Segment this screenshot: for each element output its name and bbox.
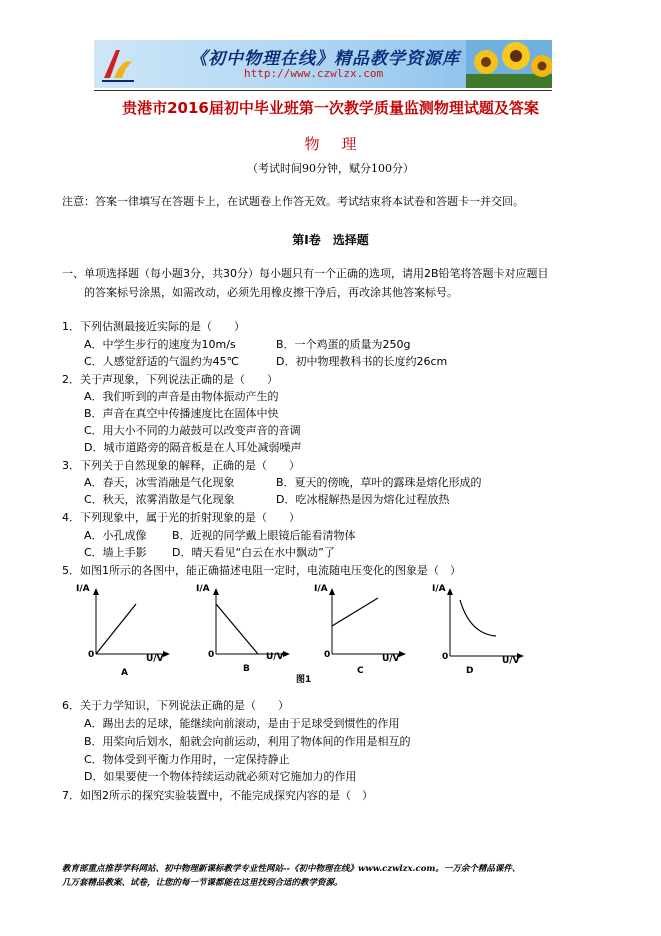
- page-title: 贵港市2016届初中毕业班第一次教学质量监测物理试题及答案: [122, 99, 539, 117]
- graph-b-origin: 0: [208, 650, 215, 660]
- question-3-option-b: B．夏天的傍晚，草叶的露珠是熔化形成的: [276, 476, 482, 489]
- graph-c-label: C: [357, 666, 364, 676]
- question-2-stem: 2．关于声现象，下列说法正确的是（ ）: [62, 373, 278, 386]
- graph-a: [76, 584, 176, 680]
- question-6-stem: 6．关于力学知识，下列说法正确的是（ ）: [62, 699, 289, 712]
- question-4-option-d: D．晴天看见“白云在水中飘动”了: [172, 546, 335, 559]
- question-2-option-b: B．声音在真空中传播速度比在固体中快: [84, 407, 279, 420]
- question-4-option-c: C．墙上手影: [84, 546, 147, 559]
- graph-a-x-label: U/V: [146, 654, 164, 664]
- graph-c: [312, 584, 412, 680]
- page-footer: [62, 862, 607, 890]
- question-4-option-b: B．近视的同学戴上眼镜后能看清物体: [172, 529, 356, 542]
- question-2-option-c: C．用大小不同的力敲鼓可以改变声音的音调: [84, 424, 301, 437]
- graph-b-y-label: I/A: [196, 584, 210, 594]
- banner-url[interactable]: http://www.czwlzx.com: [244, 67, 384, 80]
- graph-c-origin: 0: [324, 650, 331, 660]
- instructions-line-1: 一、单项选择题（每小题3分，共30分）每小题只有一个正确的选项，请用2B铅笔将答题卡对应题目: [62, 267, 549, 280]
- graph-a-label: A: [121, 668, 128, 678]
- question-3-option-d: D．吃冰棍解热是因为熔化过程放热: [276, 493, 450, 506]
- question-4-option-a: A．小孔成像: [84, 529, 147, 542]
- question-3-option-c: C．秋天，浓雾消散是气化现象: [84, 493, 235, 506]
- question-1-stem: 1．下列估测最接近实际的是（ ）: [62, 320, 245, 333]
- graph-d-label: D: [466, 666, 474, 676]
- question-6-option-c: C．物体受到平衡力作用时，一定保持静止: [84, 753, 290, 766]
- subject-title: 物理: [304, 135, 379, 153]
- graph-a-y-label: I/A: [76, 584, 90, 594]
- header-rule: [94, 90, 552, 91]
- question-6-option-d: D．如果要使一个物体持续运动就必须对它施加力的作用: [84, 770, 357, 783]
- footer-line-2: 几万套精品教案、试卷，让您的每一节课都能在这里找到合适的教学资源。: [62, 878, 343, 888]
- section-title: 第Ⅰ卷 选择题: [292, 233, 369, 247]
- graph-d-y-label: I/A: [432, 584, 446, 594]
- graph-b: [196, 584, 296, 680]
- banner-title: 《初中物理在线》精品教学资源库: [190, 49, 460, 69]
- instructions-line-2: 的答案标号涂黑，如需改动，必须先用橡皮擦干净后，再改涂其他答案标号。: [84, 286, 458, 299]
- question-2-option-d: D．城市道路旁的隔音板是在人耳处减弱噪声: [84, 441, 302, 454]
- question-6-option-a: A．踢出去的足球，能继续向前滚动，是由于足球受到惯性的作用: [84, 717, 400, 730]
- site-logo-icon: [98, 44, 138, 84]
- graph-d: [430, 584, 530, 680]
- graph-d-origin: 0: [442, 652, 449, 662]
- question-6-option-b: B．用桨向后划水，船就会向前运动，利用了物体间的作用是相互的: [84, 735, 411, 748]
- question-7-stem: 7．如图2所示的探究实验装置中，不能完成探究内容的是（ ）: [62, 789, 373, 802]
- notice-text: 注意：答案一律填写在答题卡上，在试题卷上作答无效。考试结束将本试卷和答题卡一并交回。: [62, 195, 524, 208]
- graph-c-y-label: I/A: [314, 584, 328, 594]
- graph-b-label: B: [243, 664, 250, 674]
- graph-a-svg: [76, 584, 176, 680]
- exam-info: （考试时间90分钟，赋分100分）: [247, 162, 414, 175]
- graph-d-x-label: U/V: [502, 656, 520, 666]
- question-3-stem: 3．下列关于自然现象的解释，正确的是（ ）: [62, 459, 300, 472]
- question-4-stem: 4．下列现象中，属于光的折射现象的是（ ）: [62, 511, 300, 524]
- question-3-option-a: A．春天，冰雪消融是气化现象: [84, 476, 235, 489]
- sunflower-image: [466, 40, 552, 88]
- header-banner: [94, 40, 552, 88]
- figure-1-caption: 图1: [296, 675, 312, 685]
- graph-b-x-label: U/V: [266, 652, 284, 662]
- question-1-option-a: A．中学生步行的速度为10m/s: [84, 338, 236, 351]
- question-1-option-c: C．人感觉舒适的气温约为45℃: [84, 355, 240, 368]
- question-2-option-a: A．我们听到的声音是由物体振动产生的: [84, 390, 279, 403]
- graph-a-origin: 0: [88, 650, 95, 660]
- question-1-option-d: D．初中物理教科书的长度约26cm: [276, 355, 448, 368]
- question-1-option-b: B．一个鸡蛋的质量为250g: [276, 338, 411, 351]
- question-5-stem: 5．如图1所示的各图中，能正确描述电阻一定时，电流随电压变化的图象是（ ）: [62, 564, 461, 577]
- footer-line-1: 教育部重点推荐学科网站、初中物理新课标教学专业性网站--《初中物理在线》www.czwlzx.com。一万余个精品课件、: [62, 864, 521, 874]
- graph-c-x-label: U/V: [382, 654, 400, 664]
